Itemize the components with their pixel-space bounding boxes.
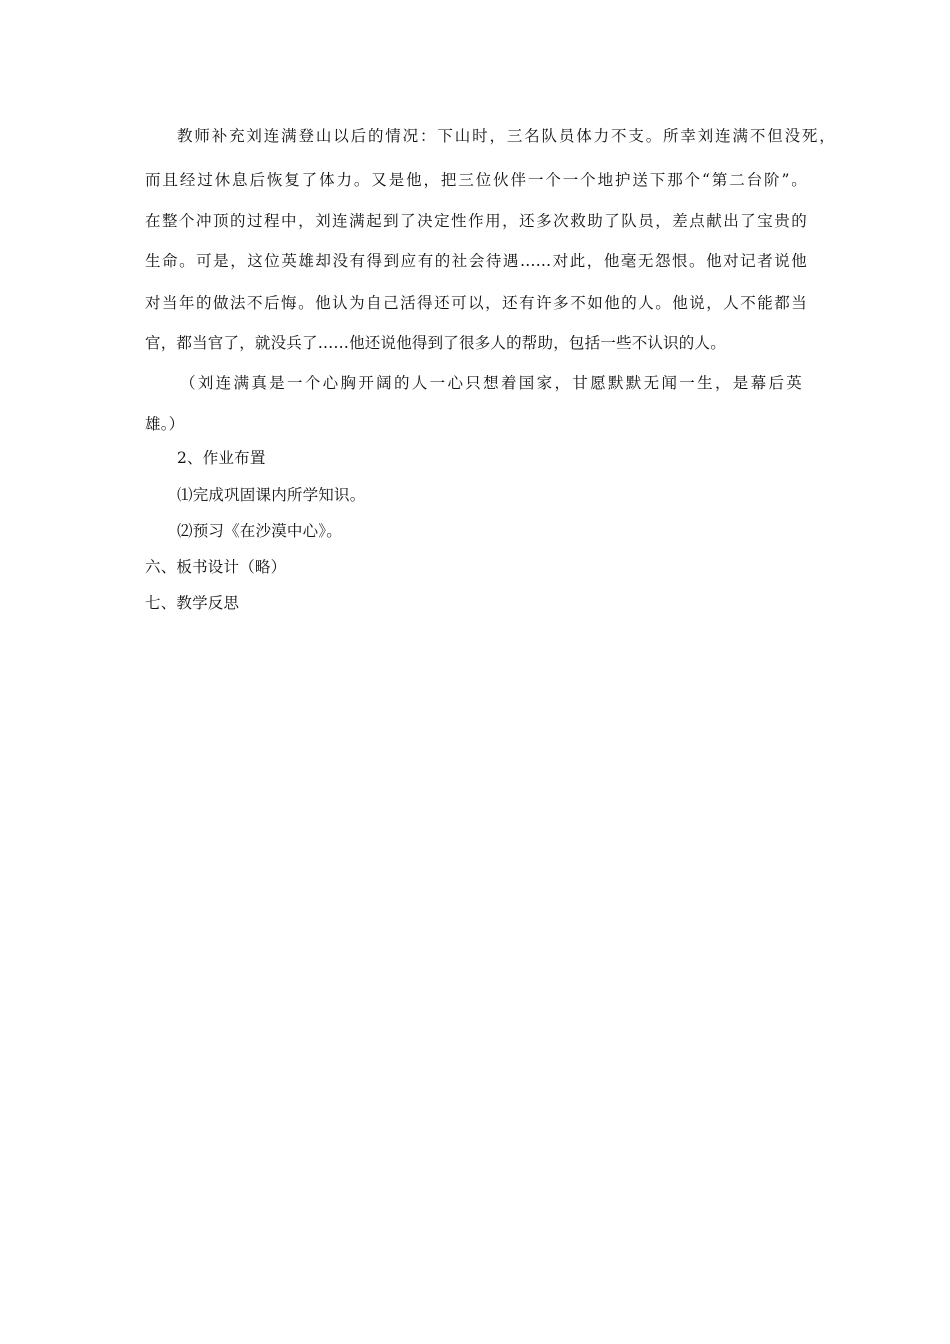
- section-7-heading: 七、教学反思: [145, 594, 240, 612]
- homework-item-2: ⑵预习《在沙漠中心》。: [177, 522, 342, 540]
- paragraph1-line3: 在整个冲顶的过程中，刘连满起到了决定性作用，还多次救助了队员，差点献出了宝贵的: [145, 212, 807, 230]
- section-6-heading: 六、板书设计（略）: [145, 558, 287, 576]
- paragraph1-line5: 对当年的做法不后悔。他认为自己活得还可以，还有许多不如他的人。他说，人不能都当: [145, 294, 807, 312]
- paragraph2-line2: 雄。）: [145, 415, 185, 433]
- paragraph1-line2: 而且经过休息后恢复了体力。又是他，把三位伙伴一个一个地护送下那个“第二台阶”。: [145, 171, 807, 189]
- homework-heading: 2、作业布置: [177, 449, 266, 467]
- homework-item-1: ⑴完成巩固课内所学知识。: [177, 486, 366, 504]
- paragraph1-line1: 教师补充刘连满登山以后的情况：下山时，三名队员体力不支。所幸刘连满不但没死，: [177, 127, 835, 145]
- paragraph1-line6: 官，都当官了，就没兵了……他还说他得到了很多人的帮助，包括一些不认识的人。: [145, 334, 726, 352]
- paragraph2-line1: （刘连满真是一个心胸开阔的人一心只想着国家，甘愿默默无闻一生，是幕后英: [180, 374, 802, 392]
- paragraph1-line4: 生命。可是，这位英雄却没有得到应有的社会待遇……对此，他毫无怨恨。他对记者说他: [145, 252, 807, 270]
